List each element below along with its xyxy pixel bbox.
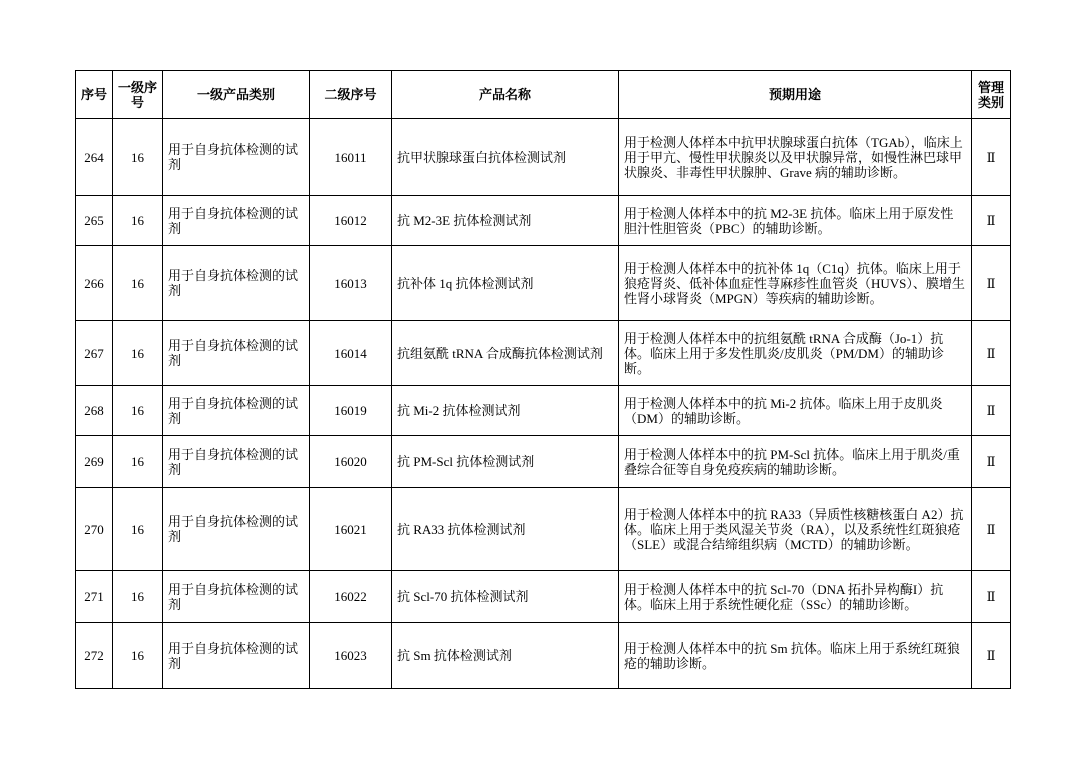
cell-mgmt-class: Ⅱ — [972, 246, 1011, 321]
cell-level2-no: 16013 — [310, 246, 392, 321]
cell-product-name: 抗 Sm 抗体检测试剂 — [392, 623, 619, 689]
cell-seq-no: 270 — [76, 488, 113, 571]
cell-seq-no: 264 — [76, 119, 113, 196]
cell-level1-category: 用于自身抗体检测的试剂 — [163, 386, 310, 436]
cell-intended-use: 用于检测人体样本中的抗 Scl-70（DNA 拓扑异构酶I）抗体。临床上用于系统性硬化症（SSc）的辅助诊断。 — [619, 571, 972, 623]
cell-intended-use: 用于检测人体样本中的抗组氨酰 tRNA 合成酶（Jo-1）抗体。临床上用于多发性肌炎/皮肌炎（PM/DM）的辅助诊断。 — [619, 321, 972, 386]
cell-level1-category: 用于自身抗体检测的试剂 — [163, 119, 310, 196]
cell-product-name: 抗 RA33 抗体检测试剂 — [392, 488, 619, 571]
cell-level1-category: 用于自身抗体检测的试剂 — [163, 321, 310, 386]
cell-seq-no: 266 — [76, 246, 113, 321]
cell-level2-no: 16021 — [310, 488, 392, 571]
cell-product-name: 抗组氨酰 tRNA 合成酶抗体检测试剂 — [392, 321, 619, 386]
cell-level1-category: 用于自身抗体检测的试剂 — [163, 488, 310, 571]
cell-seq-no: 268 — [76, 386, 113, 436]
table-row — [76, 436, 1011, 488]
table-body — [76, 119, 1011, 689]
cell-level1-category: 用于自身抗体检测的试剂 — [163, 623, 310, 689]
cell-level1-category: 用于自身抗体检测的试剂 — [163, 196, 310, 246]
cell-intended-use: 用于检测人体样本中抗甲状腺球蛋白抗体（TGAb），临床上用于甲亢、慢性甲状腺炎以及甲状腺异常，如慢性淋巴球甲状腺炎、非毒性甲状腺肿、Grave 病的辅助诊断。 — [619, 119, 972, 196]
cell-seq-no: 267 — [76, 321, 113, 386]
cell-level1-no: 16 — [113, 321, 163, 386]
col-header-mgmt-class: 管理类别 — [972, 71, 1011, 119]
cell-level1-no: 16 — [113, 386, 163, 436]
table-row — [76, 196, 1011, 246]
cell-product-name: 抗 Scl-70 抗体检测试剂 — [392, 571, 619, 623]
cell-intended-use: 用于检测人体样本中的抗 PM-Scl 抗体。临床上用于肌炎/重叠综合征等自身免疫疾病的辅助诊断。 — [619, 436, 972, 488]
cell-seq-no: 269 — [76, 436, 113, 488]
cell-level1-no: 16 — [113, 436, 163, 488]
cell-level2-no: 16022 — [310, 571, 392, 623]
cell-product-name: 抗 M2-3E 抗体检测试剂 — [392, 196, 619, 246]
cell-level2-no: 16019 — [310, 386, 392, 436]
table-row — [76, 386, 1011, 436]
table-row — [76, 119, 1011, 196]
cell-product-name: 抗 Mi-2 抗体检测试剂 — [392, 386, 619, 436]
cell-intended-use: 用于检测人体样本中的抗 RA33（异质性核糖核蛋白 A2）抗体。临床上用于类风湿关节炎（RA），以及系统性红斑狼疮（SLE）或混合结缔组织病（MCTD）的辅助诊断。 — [619, 488, 972, 571]
cell-level1-no: 16 — [113, 488, 163, 571]
col-header-level1-category: 一级产品类别 — [163, 71, 310, 119]
cell-level2-no: 16014 — [310, 321, 392, 386]
col-header-level2-no: 二级序号 — [310, 71, 392, 119]
cell-mgmt-class: Ⅱ — [972, 196, 1011, 246]
cell-seq-no: 265 — [76, 196, 113, 246]
table-row — [76, 321, 1011, 386]
col-header-seq-no: 序号 — [76, 71, 113, 119]
col-header-product-name: 产品名称 — [392, 71, 619, 119]
cell-intended-use: 用于检测人体样本中的抗 M2-3E 抗体。临床上用于原发性胆汁性胆管炎（PBC）的辅助诊断。 — [619, 196, 972, 246]
cell-mgmt-class: Ⅱ — [972, 436, 1011, 488]
cell-mgmt-class: Ⅱ — [972, 571, 1011, 623]
cell-level1-no: 16 — [113, 246, 163, 321]
cell-level1-no: 16 — [113, 119, 163, 196]
cell-intended-use: 用于检测人体样本中的抗 Sm 抗体。临床上用于系统红斑狼疮的辅助诊断。 — [619, 623, 972, 689]
cell-seq-no: 271 — [76, 571, 113, 623]
cell-intended-use: 用于检测人体样本中的抗补体 1q（C1q）抗体。临床上用于狼疮肾炎、低补体血症性荨麻疹性血管炎（HUVS）、膜增生性肾小球肾炎（MPGN）等疾病的辅助诊断。 — [619, 246, 972, 321]
cell-mgmt-class: Ⅱ — [972, 488, 1011, 571]
cell-level2-no: 16023 — [310, 623, 392, 689]
cell-seq-no: 272 — [76, 623, 113, 689]
cell-level1-no: 16 — [113, 571, 163, 623]
table-row — [76, 246, 1011, 321]
cell-level1-category: 用于自身抗体检测的试剂 — [163, 246, 310, 321]
col-header-level1-no: 一级序号 — [113, 71, 163, 119]
cell-product-name: 抗 PM-Scl 抗体检测试剂 — [392, 436, 619, 488]
product-classification-table — [75, 70, 1011, 689]
cell-level1-no: 16 — [113, 623, 163, 689]
table-row — [76, 488, 1011, 571]
header-row — [76, 71, 1011, 119]
col-header-intended-use: 预期用途 — [619, 71, 972, 119]
cell-level2-no: 16012 — [310, 196, 392, 246]
cell-level1-category: 用于自身抗体检测的试剂 — [163, 436, 310, 488]
cell-mgmt-class: Ⅱ — [972, 321, 1011, 386]
cell-level1-category: 用于自身抗体检测的试剂 — [163, 571, 310, 623]
cell-product-name: 抗甲状腺球蛋白抗体检测试剂 — [392, 119, 619, 196]
table-row — [76, 571, 1011, 623]
cell-mgmt-class: Ⅱ — [972, 119, 1011, 196]
cell-level1-no: 16 — [113, 196, 163, 246]
cell-mgmt-class: Ⅱ — [972, 623, 1011, 689]
cell-level2-no: 16020 — [310, 436, 392, 488]
cell-product-name: 抗补体 1q 抗体检测试剂 — [392, 246, 619, 321]
table-row — [76, 623, 1011, 689]
cell-mgmt-class: Ⅱ — [972, 386, 1011, 436]
cell-level2-no: 16011 — [310, 119, 392, 196]
cell-intended-use: 用于检测人体样本中的抗 Mi-2 抗体。临床上用于皮肌炎（DM）的辅助诊断。 — [619, 386, 972, 436]
